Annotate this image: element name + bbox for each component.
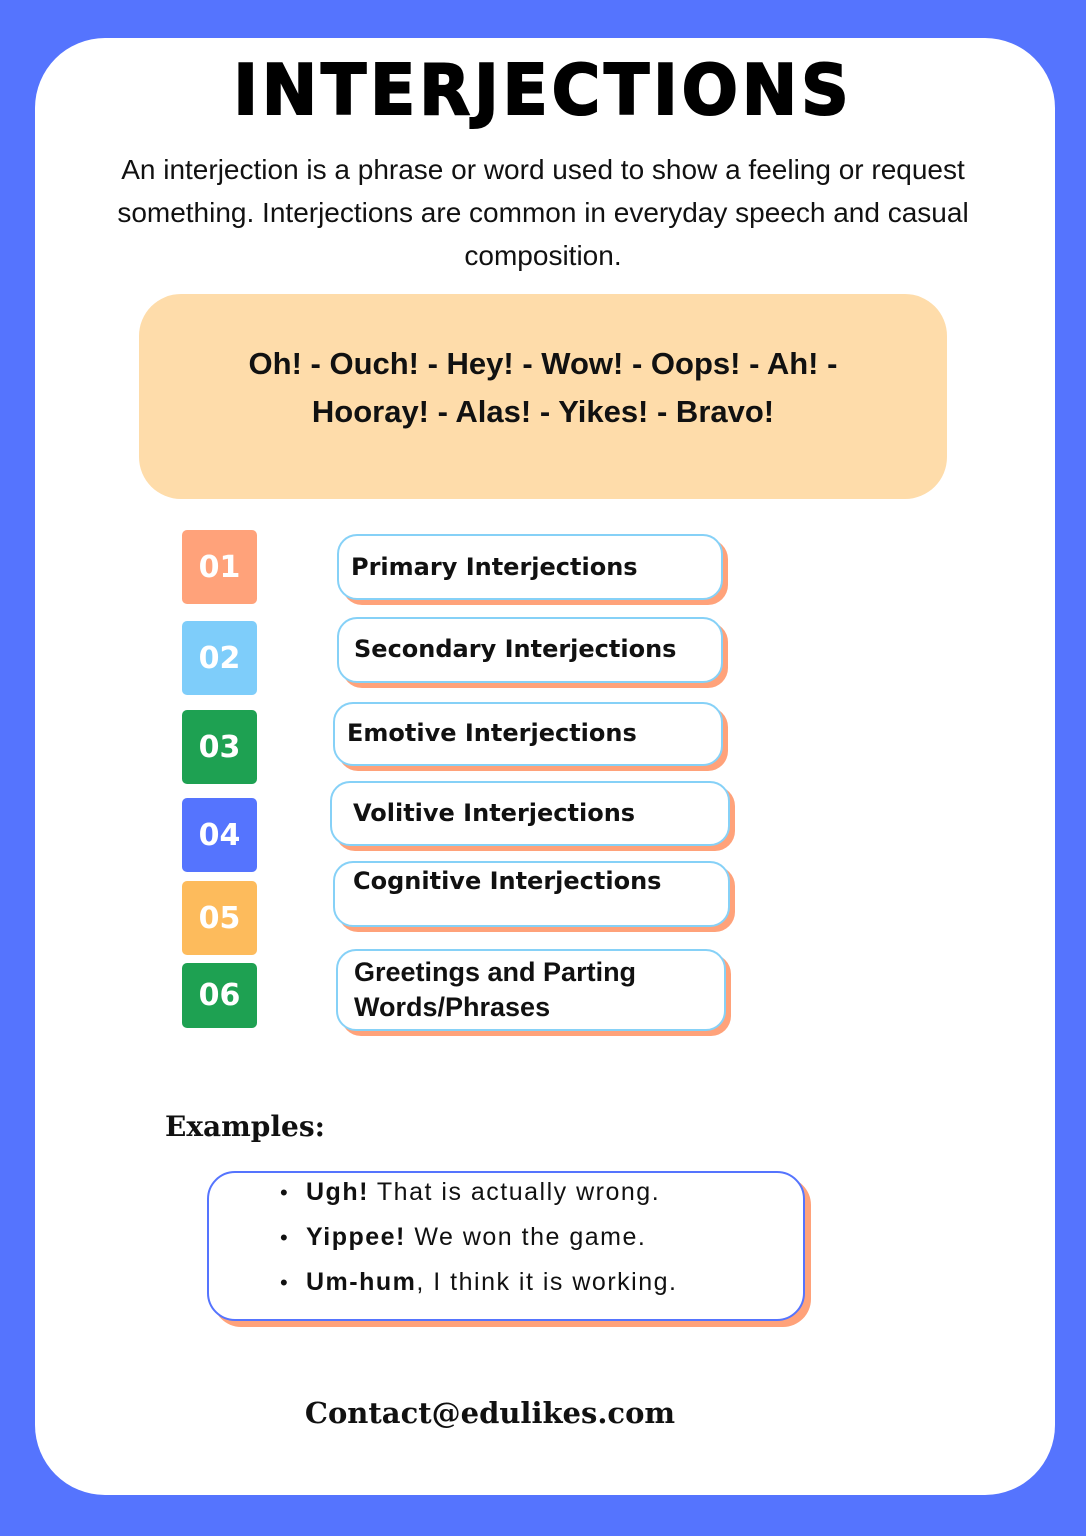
type-pill-emotive: Emotive Interjections	[333, 702, 723, 766]
greetings-line-2: Words/Phrases	[354, 992, 551, 1022]
number-badge-01: 01	[182, 530, 257, 604]
example-sentence: That is actually wrong.	[368, 1178, 661, 1206]
banner-line-1: Oh! - Ouch! - Hey! - Wow! - Oops! - Ah! -	[248, 346, 838, 381]
contact-email: Contact@edulikes.com	[304, 1396, 676, 1430]
example-item	[280, 1217, 677, 1262]
example-interjection: Um-hum	[306, 1268, 417, 1296]
example-interjection: Ugh!	[306, 1178, 369, 1206]
greetings-line-1: Greetings and Parting	[354, 957, 637, 987]
type-pill-greetings	[336, 949, 726, 1031]
example-interjection: Yippee!	[306, 1223, 406, 1251]
type-pill-volitive: Volitive Interjections	[330, 781, 730, 846]
number-badge-06: 06	[182, 963, 257, 1028]
number-badge-05: 05	[182, 881, 257, 955]
example-item	[280, 1172, 677, 1217]
type-pill-primary: Primary Interjections	[337, 534, 723, 600]
type-pill-secondary: Secondary Interjections	[337, 617, 723, 683]
number-badge-04: 04	[182, 798, 257, 872]
example-sentence: We won the game.	[405, 1223, 647, 1251]
type-pill-cognitive: Cognitive Interjections	[333, 861, 730, 927]
example-sentence: , I think it is working.	[416, 1268, 678, 1296]
intro-paragraph: An interjection is a phrase or word used to show a feeling or request something. Interjections are common in everyday speech and casual composition.	[117, 154, 969, 271]
examples-list	[280, 1172, 677, 1307]
number-badge-02: 02	[182, 621, 257, 695]
banner-text	[190, 340, 896, 436]
page-title: INTERJECTIONS	[233, 50, 853, 131]
example-item	[280, 1262, 677, 1307]
number-badge-03: 03	[182, 710, 257, 784]
examples-heading: Examples:	[165, 1110, 325, 1143]
banner-line-2: Hooray! - Alas! - Yikes! - Bravo!	[311, 394, 775, 429]
